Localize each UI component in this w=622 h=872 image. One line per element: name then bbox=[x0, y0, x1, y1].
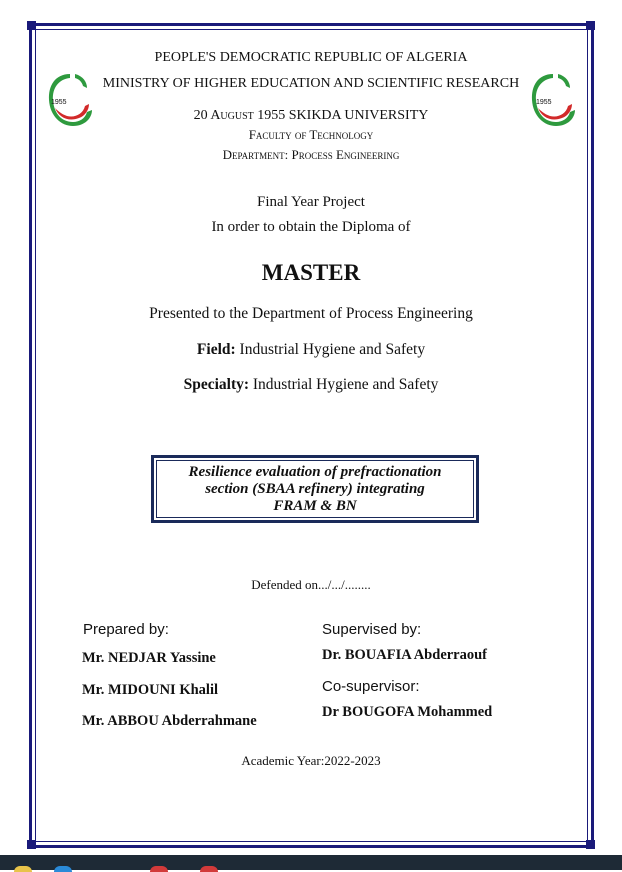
field-line bbox=[0, 341, 622, 359]
academic-year: Academic Year:2022-2023 bbox=[241, 753, 381, 768]
taskbar bbox=[0, 855, 622, 870]
logo-year-left: 1955 bbox=[51, 99, 67, 106]
thesis-title-line: Resilience evaluation of prefractionation bbox=[188, 464, 442, 480]
field-value: Industrial Hygiene and Safety bbox=[235, 341, 426, 358]
diploma-line: In order to obtain the Diploma of bbox=[211, 219, 411, 235]
thesis-title-box bbox=[151, 455, 479, 523]
student-name: Mr. NEDJAR Yassine bbox=[82, 650, 216, 666]
co-supervisor-label: Co-supervisor: bbox=[322, 678, 420, 695]
field-label: Field: bbox=[196, 341, 236, 358]
taskbar-app-icon[interactable] bbox=[150, 866, 168, 872]
thesis-title bbox=[154, 464, 476, 515]
border-corner bbox=[586, 21, 595, 30]
specialty-line bbox=[0, 376, 622, 394]
faculty-name: Faculty of Technology bbox=[248, 127, 374, 142]
supervisor-name: Dr. BOUAFIA Abderraouf bbox=[322, 647, 488, 663]
thesis-title-line: FRAM & BN bbox=[273, 498, 357, 514]
taskbar-app-icon[interactable] bbox=[14, 866, 32, 872]
border-corner bbox=[27, 21, 36, 30]
specialty-label: Specialty: bbox=[183, 376, 250, 393]
defended-date: Defended on.../.../........ bbox=[251, 577, 371, 592]
university-name: 20 August 1955 SKIKDA UNIVERSITY bbox=[193, 108, 429, 123]
student-name: Mr. ABBOU Abderrahmane bbox=[82, 713, 257, 729]
country-header: PEOPLE'S DEMOCRATIC REPUBLIC OF ALGERIA bbox=[154, 50, 468, 65]
co-supervisor-name: Dr BOUGOFA Mohammed bbox=[322, 704, 493, 720]
border-corner bbox=[586, 840, 595, 849]
supervised-by-label: Supervised by: bbox=[322, 621, 422, 638]
prepared-by-label: Prepared by: bbox=[83, 621, 169, 638]
project-type: Final Year Project bbox=[257, 194, 365, 210]
specialty-value: Industrial Hygiene and Safety bbox=[249, 376, 439, 393]
taskbar-app-icon[interactable] bbox=[54, 866, 72, 872]
logo-year-right: 1955 bbox=[536, 99, 552, 106]
department-name: Department: Process Engineering bbox=[222, 147, 400, 162]
presented-line: Presented to the Department of Process Engineering bbox=[149, 305, 473, 322]
taskbar-app-icon[interactable] bbox=[200, 866, 218, 872]
ministry-header: MINISTRY OF HIGHER EDUCATION AND SCIENTIFIC RESEARCH bbox=[102, 76, 520, 91]
border-corner bbox=[27, 840, 36, 849]
degree-title: MASTER bbox=[261, 260, 361, 285]
student-name: Mr. MIDOUNI Khalil bbox=[82, 682, 219, 698]
thesis-title-line: section (SBAA refinery) integrating bbox=[205, 481, 425, 497]
